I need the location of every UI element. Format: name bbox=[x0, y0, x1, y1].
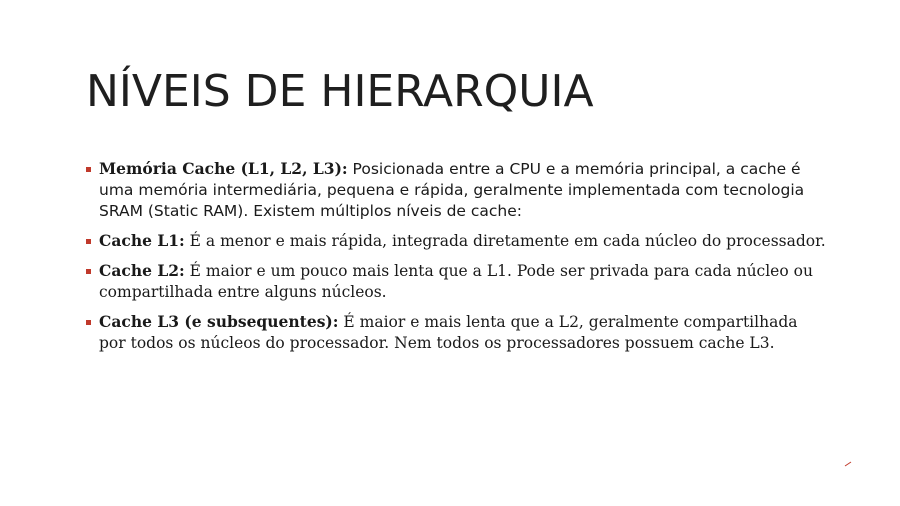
bullet-text: É maior e mais lenta que a L2, geralmente compartilhada por todos os núcleos do processador. Nem todos os processadores possuem cache L3. bbox=[99, 313, 798, 352]
bullet-item-cache-l2 bbox=[86, 260, 826, 303]
square-bullet-icon bbox=[86, 320, 91, 325]
bullet-item-cache-l1 bbox=[86, 230, 826, 252]
bullet-list bbox=[86, 158, 826, 362]
corner-line-icon bbox=[844, 461, 852, 467]
square-bullet-icon bbox=[86, 269, 91, 274]
square-bullet-icon bbox=[86, 167, 91, 172]
square-bullet-icon bbox=[86, 239, 91, 244]
bullet-text: Posicionada entre a CPU e a memória principal, a cache é uma memória intermediária, pequena e rápida, geralmente implementada com tecnologia SRAM (Static RAM). Existem múltiplos níveis de cache: bbox=[99, 160, 805, 220]
bullet-term: Memória Cache (L1, L2, L3): bbox=[99, 159, 348, 178]
bullet-text: É maior e um pouco mais lenta que a L1. Pode ser privada para cada núcleo ou compartilhada entre alguns núcleos. bbox=[99, 262, 813, 301]
bullet-term: Cache L2: bbox=[99, 261, 185, 280]
bullet-term: Cache L1: bbox=[99, 231, 185, 250]
slide-title: NÍVEIS DE HIERARQUIA bbox=[86, 66, 594, 117]
bullet-item-memoria-cache bbox=[86, 158, 826, 222]
bullet-item-cache-l3 bbox=[86, 311, 826, 354]
bullet-text: É a menor e mais rápida, integrada diretamente em cada núcleo do processador. bbox=[184, 232, 826, 250]
bullet-term: Cache L3 (e subsequentes): bbox=[99, 312, 339, 331]
